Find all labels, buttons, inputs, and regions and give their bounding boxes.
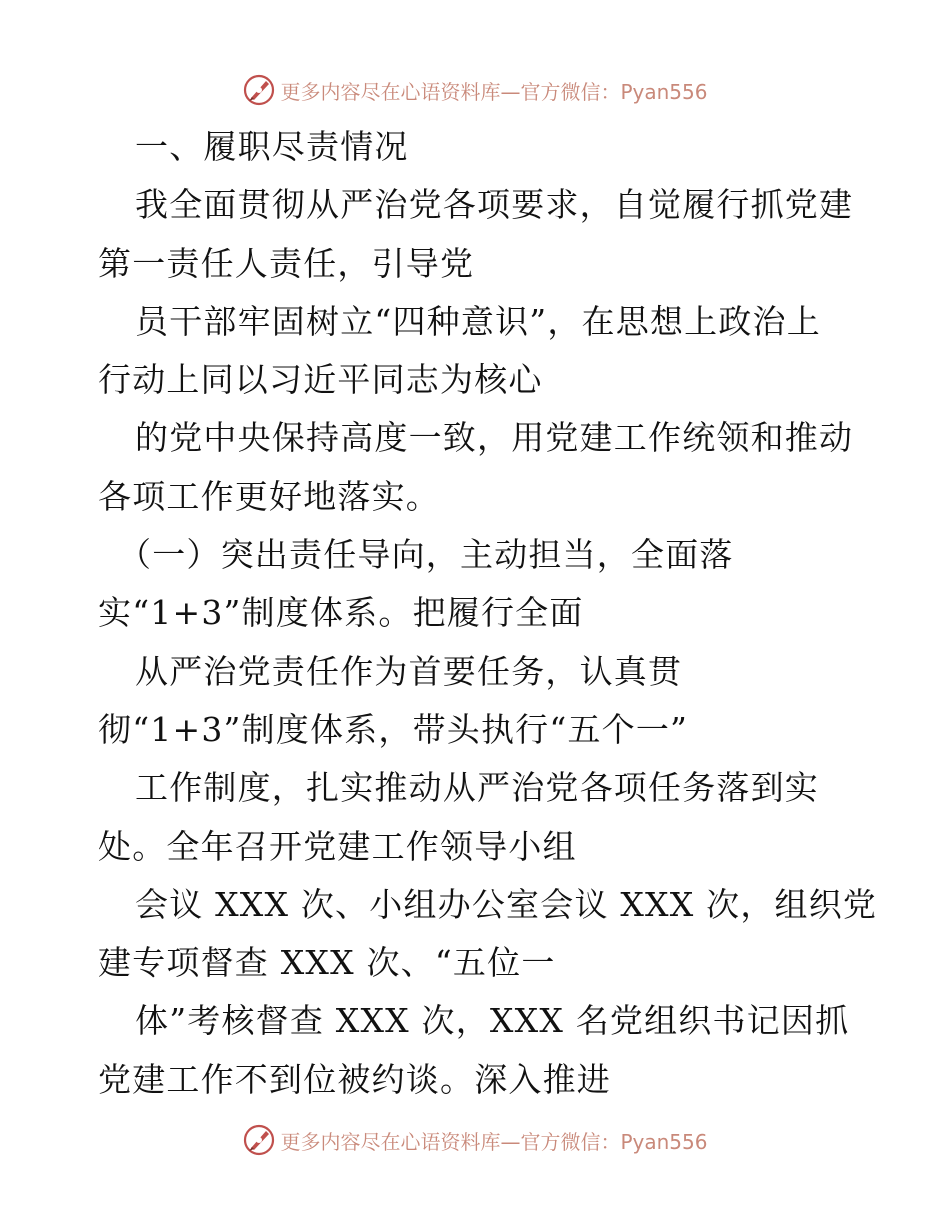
document-body [98, 118, 878, 1109]
paragraph-line: 行动上同以习近平同志为核心 [98, 360, 543, 400]
paragraph-line: 党建工作不到位被约谈。深入推进 [98, 1059, 611, 1099]
paragraph-line: 彻“1+3”制度体系，带头执行“五个一” [98, 709, 689, 749]
paragraph-line: 我全面贯彻从严治党各项要求，自觉履行抓党建 [135, 185, 854, 225]
header-banner-text: 更多内容尽在心语资料库—官方微信：Pyan556 [280, 79, 708, 104]
subsection-heading: （一）突出责任导向，主动担当，全面落 [118, 535, 734, 575]
paragraph-line: 会议 XXX 次、小组办公室会议 XXX 次，组织党 [135, 884, 878, 924]
header-banner [0, 70, 950, 110]
paragraph-line: 第一责任人责任，引导党 [98, 243, 475, 283]
footer-banner [0, 1120, 950, 1160]
paragraph-line: 从严治党责任作为首要任务，认真贯 [135, 651, 683, 691]
paragraph-line: 建专项督查 XXX 次、“五位一 [98, 943, 556, 983]
paragraph-line: 体”考核督查 XXX 次，XXX 名党组织书记因抓 [135, 1001, 850, 1041]
section-heading: 一、履职尽责情况 [135, 127, 409, 166]
paragraph-line: 工作制度，扎实推动从严治党各项任务落到实 [135, 768, 819, 808]
paragraph-line: 的党中央保持高度一致，用党建工作统领和推动 [135, 418, 854, 458]
paragraph-line: 处。全年召开党建工作领导小组 [98, 826, 577, 866]
quill-pen-logo-icon [242, 73, 276, 107]
paragraph-line: 实“1+3”制度体系。把履行全面 [98, 593, 584, 633]
paragraph-line: 各项工作更好地落实。 [98, 476, 440, 516]
paragraph-line: 员干部牢固树立“四种意识”，在思想上政治上 [135, 301, 821, 341]
quill-pen-logo-icon [242, 1123, 276, 1157]
footer-banner-text: 更多内容尽在心语资料库—官方微信：Pyan556 [280, 1129, 708, 1154]
